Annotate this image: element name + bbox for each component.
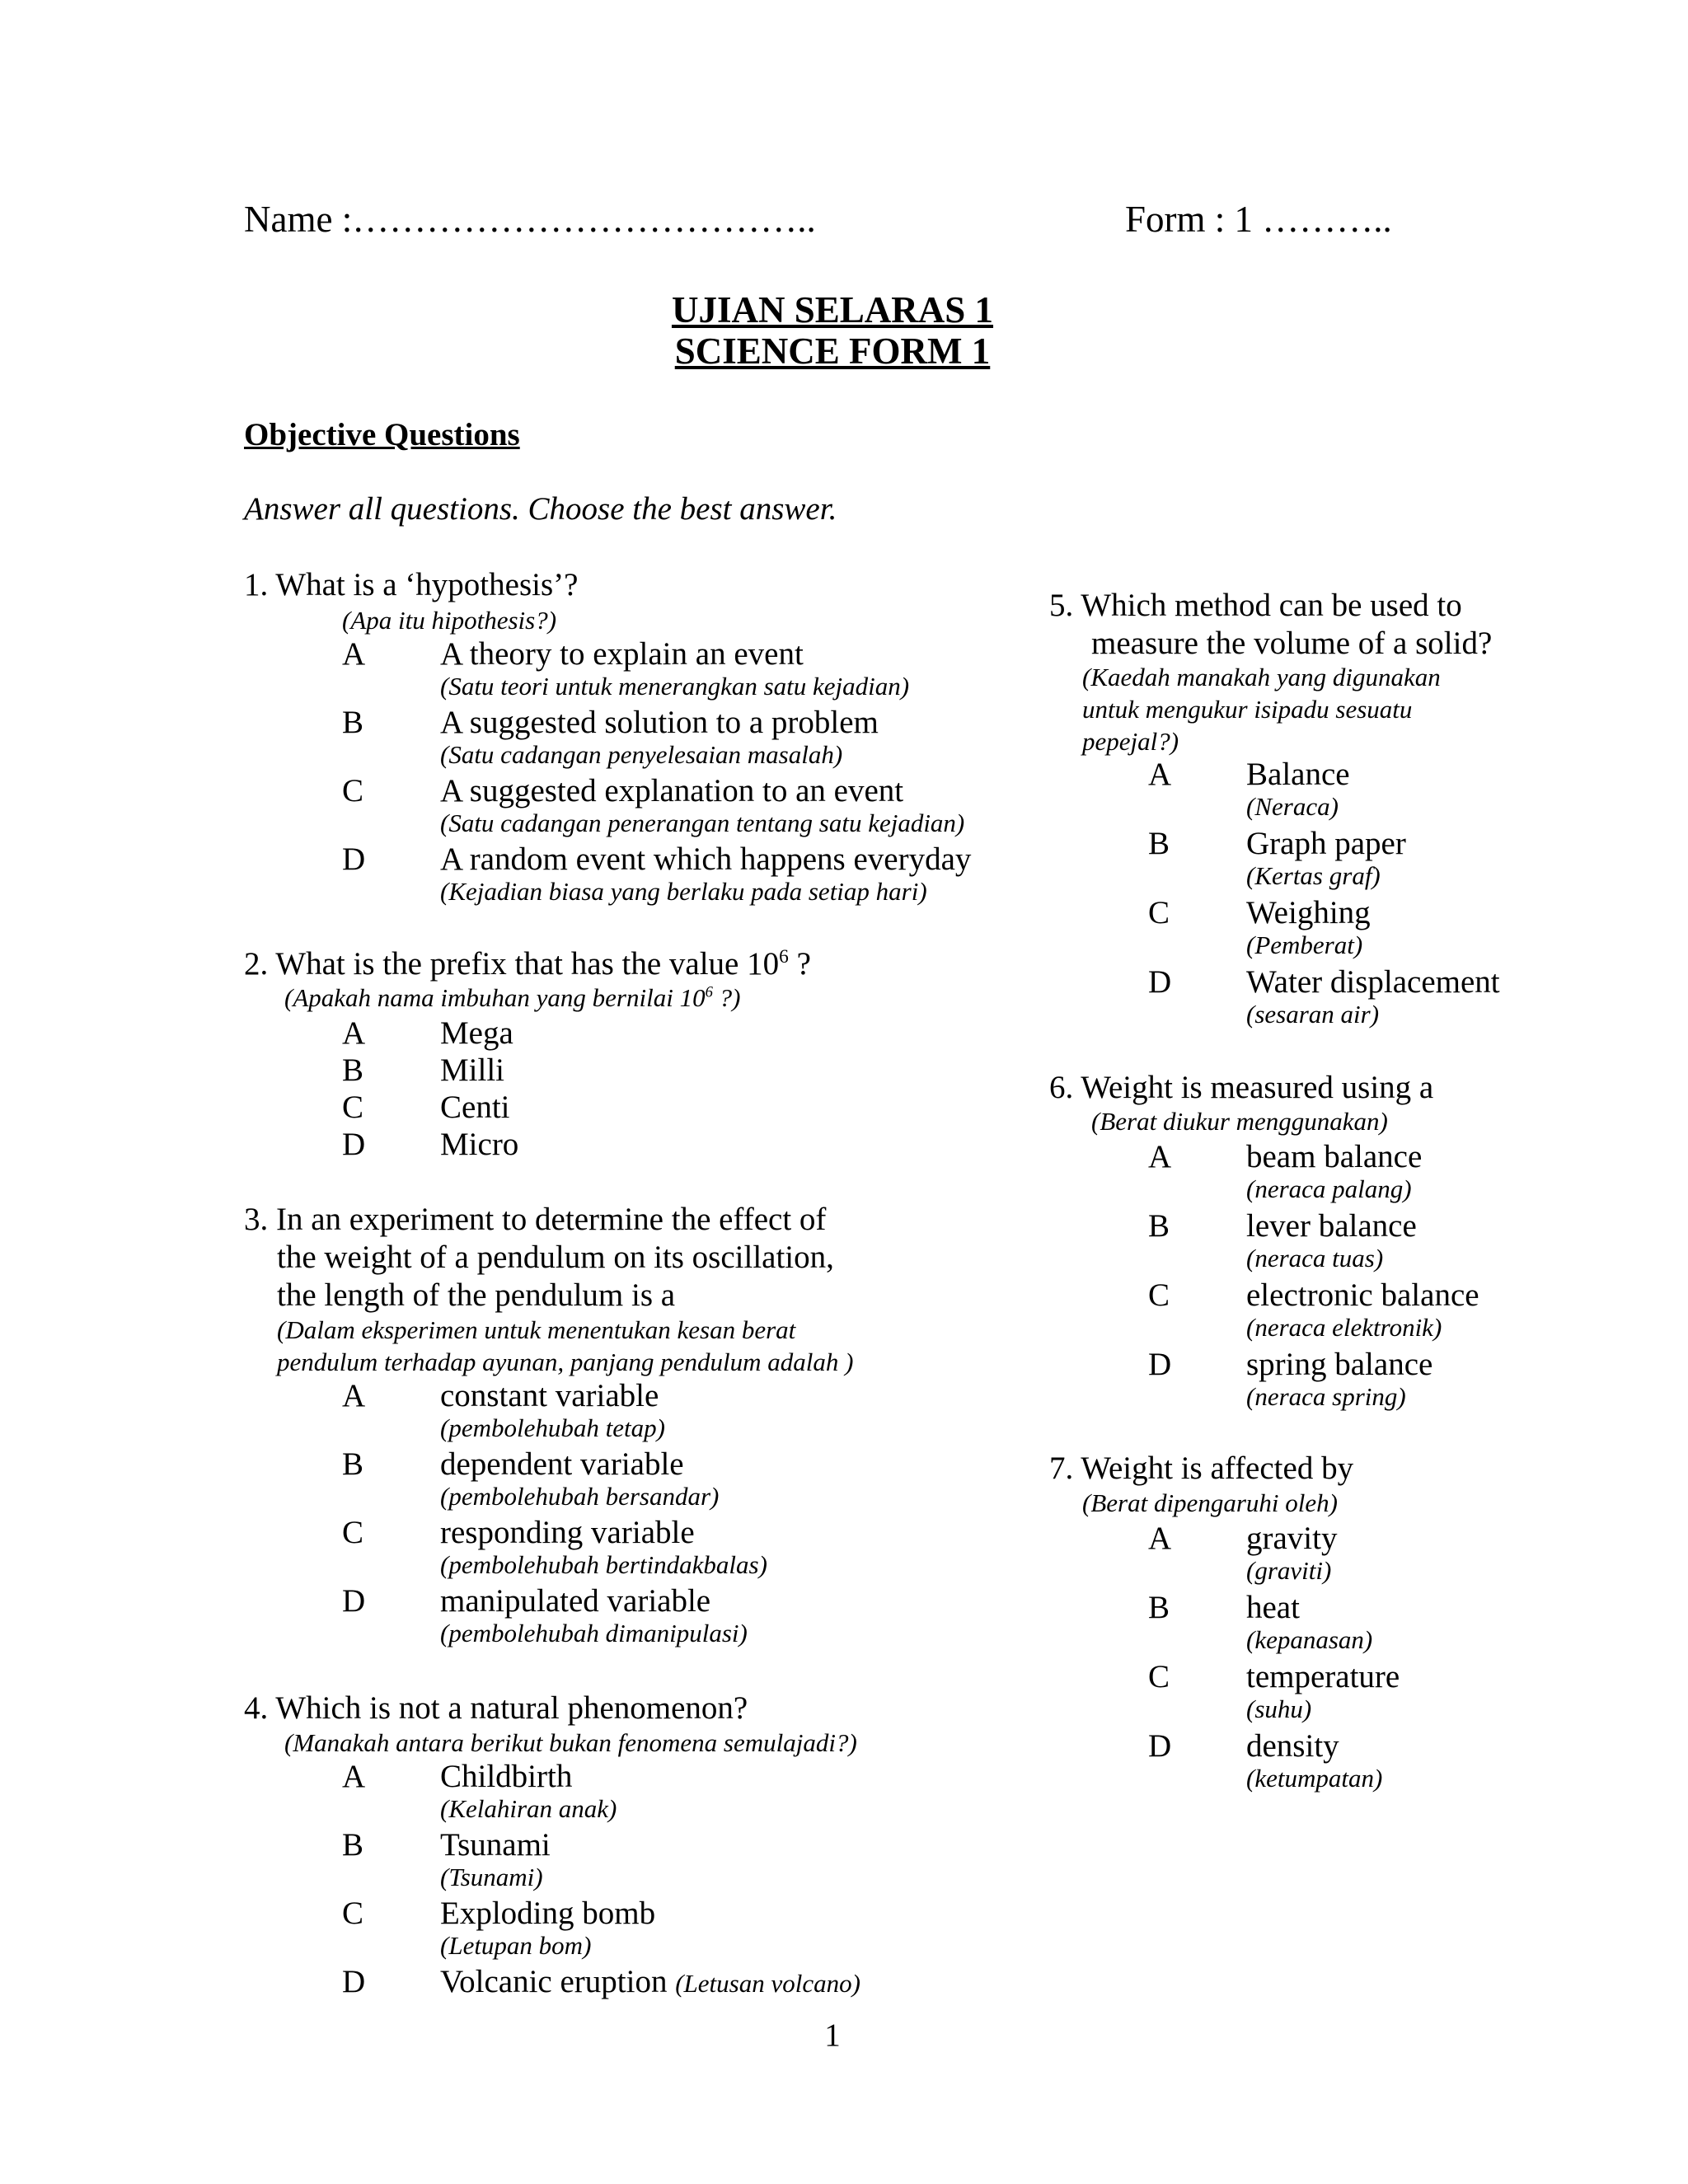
q5-option-d-text[interactable]: Water displacement: [1246, 964, 1500, 1000]
q6-option-c-translation: (neraca elektronik): [1246, 1313, 1442, 1342]
q2-option-b-text[interactable]: Milli: [440, 1052, 505, 1088]
q4-option-d-line[interactable]: [440, 1964, 860, 2000]
question-3-stem-line1: 3. In an experiment to determine the effect of: [244, 1202, 827, 1237]
question-7-stem: 7. Weight is affected by: [1049, 1451, 1354, 1486]
q7-option-c-text[interactable]: temperature: [1246, 1659, 1400, 1694]
q1-option-c-text[interactable]: A suggested explanation to an event: [440, 773, 904, 808]
q1-option-b-translation: (Satu cadangan penyelesaian masalah): [440, 740, 843, 769]
q1-option-a-text[interactable]: A theory to explain an event: [440, 636, 804, 672]
q2-option-c-letter: C: [342, 1090, 364, 1125]
question-5-stem-line1: 5. Which method can be used to: [1049, 588, 1462, 623]
q4-option-c-text[interactable]: Exploding bomb: [440, 1896, 656, 1931]
q1-option-b-text[interactable]: A suggested solution to a problem: [440, 705, 879, 740]
q1-option-d-translation: (Kejadian biasa yang berlaku pada setiap hari): [440, 877, 927, 906]
q2-option-a-letter: A: [342, 1015, 366, 1051]
q7-option-d-letter: D: [1148, 1728, 1172, 1764]
q5-option-a-text[interactable]: Balance: [1246, 757, 1350, 792]
question-2-translation: (Apakah nama imbuhan yang bernilai $10^6$ ?): [284, 983, 741, 1012]
q6-option-d-translation: (neraca spring): [1246, 1382, 1406, 1411]
name-field-label: Name :………………………………..: [244, 199, 816, 240]
q5-option-c-letter: C: [1148, 895, 1170, 930]
q4-option-c-translation: (Letupan bom): [440, 1931, 592, 1960]
q6-option-b-translation: (neraca tuas): [1246, 1244, 1384, 1272]
q5-option-d-translation: (sesaran air): [1246, 1000, 1380, 1029]
q1-option-c-letter: C: [342, 773, 364, 808]
q7-option-b-translation: (kepanasan): [1246, 1625, 1373, 1654]
q7-option-d-translation: (ketumpatan): [1246, 1764, 1383, 1793]
page-number: 1: [824, 2018, 841, 2053]
question-5-translation-line1: (Kaedah manakah yang digunakan: [1082, 663, 1441, 691]
q6-option-b-letter: B: [1148, 1208, 1170, 1244]
q3-option-a-letter: A: [342, 1378, 366, 1413]
q6-option-d-text[interactable]: spring balance: [1246, 1347, 1433, 1382]
q4-option-d-translation: (Letusan volcano): [675, 1969, 860, 1998]
section-heading: Objective Questions: [244, 417, 520, 452]
question-1-translation: (Apa itu hipothesis?): [342, 606, 557, 635]
q2-option-b-letter: B: [342, 1052, 364, 1088]
q7-option-a-letter: A: [1148, 1521, 1172, 1556]
question-3-translation-line2: pendulum terhadap ayunan, panjang pendulum adalah ): [277, 1347, 854, 1376]
q5-option-b-letter: B: [1148, 826, 1170, 861]
q3-option-d-translation: (pembolehubah dimanipulasi): [440, 1619, 748, 1647]
q3-option-a-text[interactable]: constant variable: [440, 1378, 659, 1413]
q6-option-d-letter: D: [1148, 1347, 1172, 1382]
question-3-translation-line1: (Dalam eksperimen untuk menentukan kesan berat: [277, 1315, 796, 1344]
q3-option-b-translation: (pembolehubah bersandar): [440, 1482, 720, 1511]
question-5-stem-line2: measure the volume of a solid?: [1091, 626, 1493, 661]
q1-option-c-translation: (Satu cadangan penerangan tentang satu kejadian): [440, 808, 965, 837]
q5-option-a-translation: (Neraca): [1246, 792, 1339, 821]
q2-option-d-text[interactable]: Micro: [440, 1127, 519, 1162]
exponent: 6: [705, 983, 713, 1001]
q1-option-a-letter: A: [342, 636, 366, 672]
q5-option-b-text[interactable]: Graph paper: [1246, 826, 1406, 861]
q3-option-b-letter: B: [342, 1446, 364, 1482]
q7-option-d-text[interactable]: density: [1246, 1728, 1339, 1764]
q4-option-a-text[interactable]: Childbirth: [440, 1759, 573, 1794]
q4-option-b-text[interactable]: Tsunami: [440, 1827, 551, 1863]
q4-option-d-letter: D: [342, 1964, 366, 1999]
q7-option-a-translation: (graviti): [1246, 1556, 1332, 1585]
q3-option-b-text[interactable]: dependent variable: [440, 1446, 684, 1482]
q7-option-c-translation: (suhu): [1246, 1694, 1312, 1723]
q6-option-b-text[interactable]: lever balance: [1246, 1208, 1417, 1244]
question-4-translation: (Manakah antara berikut bukan fenomena semulajadi?): [284, 1728, 857, 1757]
q5-option-b-translation: (Kertas graf): [1246, 861, 1381, 890]
q2-option-a-text[interactable]: Mega: [440, 1015, 513, 1051]
q3-option-c-text[interactable]: responding variable: [440, 1515, 695, 1550]
form-field-label: Form : 1 ………..: [1125, 199, 1392, 240]
question-3-stem-line2: the weight of a pendulum on its oscillation,: [277, 1240, 834, 1275]
question-1-stem: 1. What is a ‘hypothesis’?: [244, 567, 579, 602]
question-5-translation-line2: untuk mengukur isipadu sesuatu: [1082, 695, 1413, 724]
q3-option-d-letter: D: [342, 1583, 366, 1619]
q4-option-d-text[interactable]: Volcanic eruption: [440, 1964, 668, 1999]
q4-option-b-letter: B: [342, 1827, 364, 1863]
question-3-stem-line3: the length of the pendulum is a: [277, 1277, 676, 1313]
q6-option-a-translation: (neraca palang): [1246, 1174, 1412, 1203]
q6-option-a-text[interactable]: beam balance: [1246, 1139, 1423, 1174]
exam-title-line1: UJIAN SELARAS 1: [671, 289, 994, 330]
q3-option-c-translation: (pembolehubah bertindakbalas): [440, 1550, 767, 1579]
q6-option-a-letter: A: [1148, 1139, 1172, 1174]
q3-option-a-translation: (pembolehubah tetap): [440, 1413, 665, 1442]
q7-option-c-letter: C: [1148, 1659, 1170, 1694]
q1-option-d-letter: D: [342, 841, 366, 877]
question-5-translation-line3: pepejal?): [1082, 727, 1179, 756]
q5-option-c-translation: (Pemberat): [1246, 930, 1363, 959]
q1-option-d-text[interactable]: A random event which happens everyday: [440, 841, 972, 877]
q6-option-c-text[interactable]: electronic balance: [1246, 1277, 1479, 1313]
question-7-translation: (Berat dipengaruhi oleh): [1082, 1488, 1338, 1517]
q1-option-a-translation: (Satu teori untuk menerangkan satu kejadian): [440, 672, 910, 701]
q1-option-b-letter: B: [342, 705, 364, 740]
question-4-stem: 4. Which is not a natural phenomenon?: [244, 1690, 748, 1726]
q5-option-d-letter: D: [1148, 964, 1172, 1000]
q4-option-b-translation: (Tsunami): [440, 1863, 543, 1891]
q5-option-c-text[interactable]: Weighing: [1246, 895, 1371, 930]
q4-option-a-translation: (Kelahiran anak): [440, 1794, 617, 1823]
exam-title-line2: SCIENCE FORM 1: [674, 330, 991, 372]
q2-option-d-letter: D: [342, 1127, 366, 1162]
instructions: Answer all questions. Choose the best answer.: [244, 491, 837, 527]
question-6-stem: 6. Weight is measured using a: [1049, 1070, 1434, 1105]
q6-option-c-letter: C: [1148, 1277, 1170, 1313]
q4-option-c-letter: C: [342, 1896, 364, 1931]
q4-option-a-letter: A: [342, 1759, 366, 1794]
q2-option-c-text[interactable]: Centi: [440, 1090, 510, 1125]
question-6-translation: (Berat diukur menggunakan): [1091, 1107, 1388, 1136]
q7-option-a-text[interactable]: gravity: [1246, 1521, 1338, 1556]
question-2-stem: 2. What is the prefix that has the value $10^6$ ?: [244, 946, 811, 982]
q3-option-d-text[interactable]: manipulated variable: [440, 1583, 711, 1619]
q3-option-c-letter: C: [342, 1515, 364, 1550]
q7-option-b-letter: B: [1148, 1590, 1170, 1625]
q7-option-b-text[interactable]: heat: [1246, 1590, 1300, 1625]
q5-option-a-letter: A: [1148, 757, 1172, 792]
exponent: 6: [779, 946, 789, 968]
